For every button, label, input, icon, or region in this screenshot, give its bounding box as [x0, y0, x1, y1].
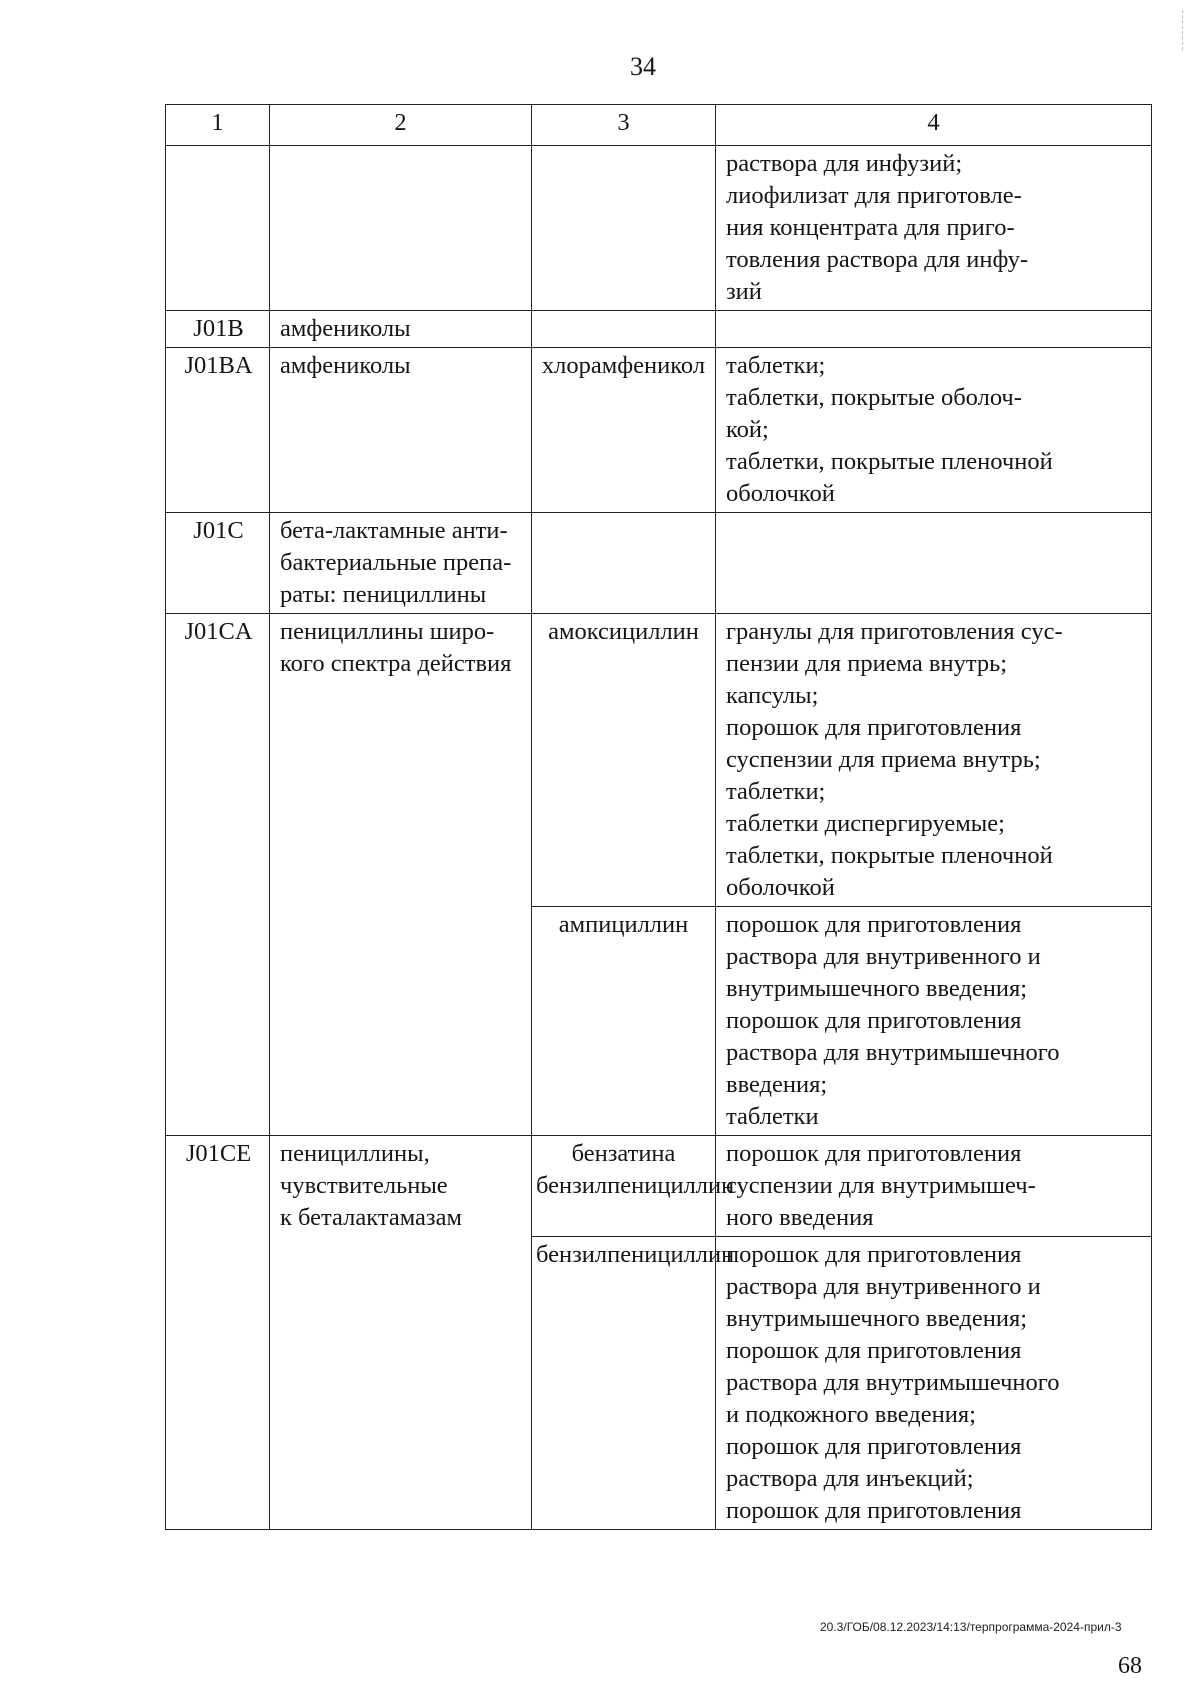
- sheet-number: 68: [1118, 1653, 1142, 1679]
- group-cell: [270, 146, 532, 311]
- margin-mark: [1182, 10, 1185, 50]
- drug-cell: [532, 513, 716, 614]
- forms-cell: порошок для приготовления раствора для внутривенного и внутримышечного введения; порошок для приготовления раствора для внутримышечного введения; таблетки: [716, 907, 1152, 1136]
- forms-cell: таблетки; таблетки, покрытые оболоч- кой; таблетки, покрытые пленочной оболочкой: [716, 348, 1152, 513]
- group-cell: пенициллины, чувствительные к беталактамазам: [270, 1136, 532, 1530]
- header-col-4: 4: [716, 105, 1152, 146]
- header-col-1: 1: [166, 105, 270, 146]
- forms-cell: порошок для приготовления суспензии для внутримышеч- ного введения: [716, 1136, 1152, 1237]
- header-col-3: 3: [532, 105, 716, 146]
- table-row: [166, 311, 1152, 348]
- table-row: [166, 614, 1152, 907]
- forms-cell: гранулы для приготовления сус- пензии для приема внутрь; капсулы; порошок для приготовления суспензии для приема внутрь; таблетки; таблетки диспергируемые; таблетки, покрытые пленочной оболочкой: [716, 614, 1152, 907]
- drug-table: [165, 104, 1152, 1530]
- table-header-row: [166, 105, 1152, 146]
- atc-code-cell: J01BA: [166, 348, 270, 513]
- table-row: [166, 1136, 1152, 1237]
- drug-cell: [532, 146, 716, 311]
- atc-code-cell: J01C: [166, 513, 270, 614]
- drug-cell: амоксициллин: [532, 614, 716, 907]
- table-row: [166, 513, 1152, 614]
- table-row: [166, 348, 1152, 513]
- group-cell: пенициллины широ- кого спектра действия: [270, 614, 532, 1136]
- atc-code-cell: [166, 146, 270, 311]
- atc-code-cell: J01CA: [166, 614, 270, 1136]
- atc-code-cell: J01B: [166, 311, 270, 348]
- forms-cell: [716, 513, 1152, 614]
- drug-cell: бензатина бензилпенициллин: [532, 1136, 716, 1237]
- group-cell: амфениколы: [270, 348, 532, 513]
- atc-code-cell: J01CE: [166, 1136, 270, 1530]
- forms-cell: [716, 311, 1152, 348]
- drug-cell: бензилпенициллин: [532, 1237, 716, 1530]
- drug-cell: ампициллин: [532, 907, 716, 1136]
- drug-cell: хлорамфеникол: [532, 348, 716, 513]
- group-cell: бета-лактамные анти- бактериальные препа- раты: пенициллины: [270, 513, 532, 614]
- header-col-2: 2: [270, 105, 532, 146]
- drug-cell: [532, 311, 716, 348]
- forms-cell: порошок для приготовления раствора для внутривенного и внутримышечного введения; порошок для приготовления раствора для внутримышечного и подкожного введения; порошок для приготовления раствора для инъекций; порошок для приготовления: [716, 1237, 1152, 1530]
- table-row: [166, 146, 1152, 311]
- page-number: 34: [630, 52, 656, 81]
- document-stamp: 20.3/ГОБ/08.12.2023/14:13/терпрограмма-2024-прил-3: [820, 1620, 1122, 1634]
- forms-cell: раствора для инфузий; лиофилизат для приготовле- ния концентрата для приго- товления раствора для инфу- зий: [716, 146, 1152, 311]
- group-cell: амфениколы: [270, 311, 532, 348]
